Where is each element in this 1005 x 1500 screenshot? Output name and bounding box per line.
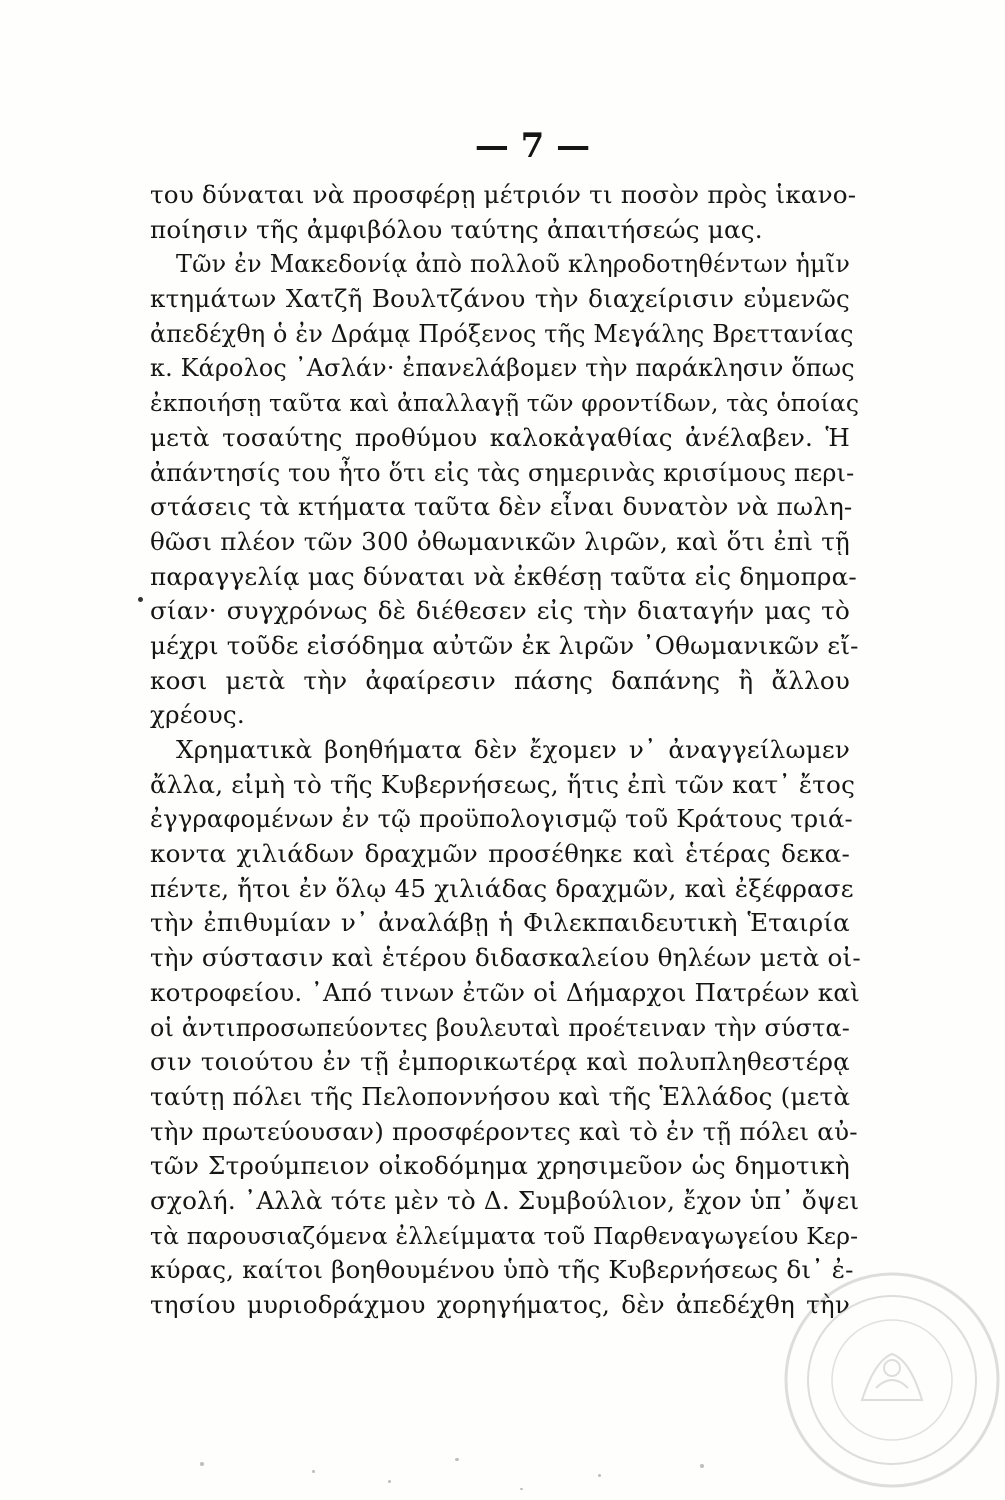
text-line: παραγγελίᾳ μας δύναται νὰ ἐκθέσῃ ταῦτα εἰς δημοπρα- [150,561,857,591]
text-line: στάσεις τὰ κτήματα ταῦτα δὲν εἶναι δυνατὸν νὰ πωλη- [150,492,853,522]
speck [312,1470,315,1473]
text-line: ἐγγραφομένων ἐν τῷ προϋπολογισμῷ τοῦ Κράτους τριά- [150,805,853,834]
speck [520,1488,523,1490]
text-line: κ. Κάρολος ᾿Ασλάν· ἐπανελάβομεν τὴν παράκλησιν ὅπως [150,354,855,383]
text-line: σχολή. ᾿Αλλὰ τότε μὲν τὸ Δ. Συμβούλιον, ἔχον ὑπ᾿ ὄψει [150,1185,860,1215]
text-line: ἄλλα, εἰμὴ τὸ τῆς Κυβερνήσεως, ἥτις ἐπὶ τῶν κατ᾿ ἔτος [150,769,856,799]
speck [598,1474,601,1477]
text-line: οἱ ἀντιπροσωπεύοντες βουλευταὶ προέτειναν τὴν σύστα- [150,1013,850,1042]
text-line: ἀπεδέχθη ὁ ἐν Δράμᾳ Πρόξενος τῆς Μεγάλης Βρεττανίας [150,319,854,348]
text-line: Χρηματικὰ βοηθήματα δὲν ἔχομεν ν᾿ ἀναγγείλωμεν [176,735,850,764]
speck [200,1462,204,1466]
body-text [150,178,861,1323]
text-line: πέντε, ἤτοι ἐν ὅλῳ 45 χιλιάδας δραχμῶν, καὶ ἐξέφρασε [150,873,854,903]
text-line: χρέους. [150,700,245,730]
text-line: ποίησιν τῆς ἀμφιβόλου ταύτης ἀπαιτήσεώς μας. [150,214,763,244]
text-line: του δύναται νὰ προσφέρῃ μέτριόν τι ποσὸν πρὸς ἱκανο- [150,180,857,209]
speck [700,1464,704,1468]
text-line: τὴν σύστασιν καὶ ἑτέρου διδασκαλείου θηλέων μετὰ οἰ- [150,943,861,973]
text-line: θῶσι πλέον τῶν 300 ὀθωμανικῶν λιρῶν, καὶ ὅτι ἐπὶ τῇ [150,526,850,556]
text-line: τῶν Στρούμπειον οἰκοδόμημα χρησιμεῦον ὡς δημοτικὴ [150,1151,850,1181]
text-line: σιν τοιούτου ἐν τῇ ἐμπορικωτέρᾳ καὶ πολυπληθεστέρᾳ [150,1047,850,1077]
text-line: ἀπάντησίς του ἦτο ὅτι εἰς τὰς σημερινὰς κρισίμους περι- [150,458,855,487]
text-line: κοσι μετὰ τὴν ἀφαίρεσιν πάσης δαπάνης ἢ ἄλλου [150,665,850,695]
text-line: μετὰ τοσαύτης προθύμου καλοκἀγαθίας ἀνέλαβεν. Ἡ [150,422,850,452]
speck [455,1458,459,1461]
text-line: τὰ παρουσιαζόμενα ἐλλείμματα τοῦ Παρθεναγωγείου Κερ- [150,1221,859,1250]
text-line: μέχρι τοῦδε εἰσόδημα αὐτῶν ἐκ λιρῶν ᾿Οθωμανικῶν εἴ- [150,630,859,660]
text-line: ταύτῃ πόλει τῆς Πελοποννήσου καὶ τῆς Ἑλλάδος (μετὰ [150,1081,851,1111]
text-line: Τῶν ἐν Μακεδονίᾳ ἀπὸ πολλοῦ κληροδοτηθέντων ἡμῖν [176,250,850,279]
text-line: κοτροφείου. ᾿Από τινων ἐτῶν οἱ Δήμαρχοι Πατρέων καὶ [150,977,861,1007]
text-line: τησίου μυριοδράχμου χορηγήματος, δὲν ἀπεδέχθη τὴν [150,1290,850,1319]
speck [388,1480,391,1483]
text-line: τὴν πρωτεύουσαν) προσφέροντες καὶ τὸ ἐν τῇ πόλει αὐ- [150,1116,858,1146]
text-line: τὴν ἐπιθυμίαν ν᾿ ἀναλάβῃ ἡ Φιλεκπαιδευτικὴ Ἑταιρία [150,908,850,938]
page-number: — 7 — [474,126,591,166]
margin-mark [138,597,143,602]
text-line: σίαν· συγχρόνως δὲ διέθεσεν εἰς τὴν διαταγήν μας τὸ [150,596,850,626]
library-stamp [780,1268,1005,1493]
text-line: κτημάτων Χατζῆ Βουλτζάνου τὴν διαχείρισιν εὐμενῶς [150,284,850,314]
text-line: ἐκποιήσῃ ταῦτα καὶ ἀπαλλαγῇ τῶν φροντίδων, τὰς ὁποίας [150,389,860,418]
text-line: κύρας, καίτοι βοηθουμένου ὑπὸ τῆς Κυβερνήσεως δι᾿ ἐ- [150,1255,854,1285]
text-line: κοντα χιλιάδων δραχμῶν προσέθηκε καὶ ἑτέρας δεκα- [150,839,850,869]
